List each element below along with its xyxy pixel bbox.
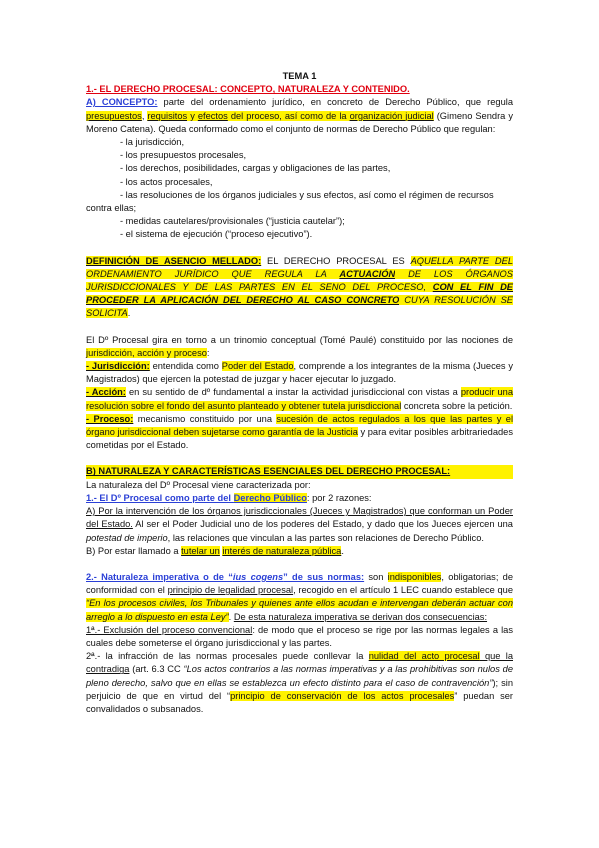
concepto-list-item: - la jurisdicción,: [120, 137, 185, 148]
definicion-paragraph: DEFINICIÓN DE ASENCIO MELLADO: EL DERECHO PROCESAL ES AQUELLA PARTE DEL ORDENAMIENTO JURÍDICO QUE REGULA LA ACTUACIÓN DE LOS ÓRGANOS JURISDICCIONALES Y DE LAS PARTES EN EL SENO DEL PROCESO, CON EL FIN DE PROCEDER LA APLICACIÓN DEL DERECHO AL CASO CONCRETO CUYA RESOLUCIÓN SE SOLICITA.: [86, 255, 514, 319]
concepto-list-item: - los actos procesales,: [120, 176, 213, 187]
razon-a-paragraph: A) Por la intervención de los órganos jurisdiccionales (Jueces y Magistrados) que conforman un Poder del Estado. Al ser el Poder Judicial uno de los poderes del Estado, y dado que los Jueces ejercen una potestad de imperio, las relaciones que vinculan a las partes son relaciones de Derecho Público.: [86, 506, 513, 543]
concepto-list-item: - los presupuestos procesales,: [120, 150, 247, 161]
imperativa-paragraph: 2.- Naturaleza imperativa o de “ius cogens” de sus normas: son indisponibles, obligatorias; de conformidad con el principio de legalidad procesal, recogido en el artículo 1 LEC cuando establece que “En los procesos civiles, los Tribunales y quienes ante ellos acudan e intervengan deberán actuar con arreglo a lo dispuesto en esta Ley”. De esta naturaleza imperativa se derivan dos consecuencias:: [86, 571, 514, 622]
razon-b-paragraph: B) Por estar llamado a tutelar un interés de naturaleza pública.: [86, 545, 344, 556]
naturaleza-intro: La naturaleza del Dº Procesal viene caracterizada por:: [86, 479, 311, 490]
proceso-label: - Proceso:: [86, 413, 134, 424]
section-heading-1: 1.- EL DERECHO PROCESAL: CONCEPTO, NATURALEZA Y CONTENIDO.: [86, 84, 410, 95]
trinomio-paragraph: El Dº Procesal gira en torno a un trinomio conceptual (Tomé Paulé) constituido por las nociones de jurisdicción, acción y proceso:: [86, 334, 513, 358]
concepto-list-item: - las resoluciones de los órganos judiciales y sus efectos, así como el régimen de recursos contra ellas;: [86, 189, 494, 214]
concepto-paragraph: A) CONCEPTO: parte del ordenamiento jurídico, en concreto de Derecho Público, que regula presupuestos, requisitos y efectos del proceso, así como de la organización judicial (Gimeno Sendra y Moreno Catena). Queda conformado como el conjunto de normas de Derecho Público que regulan:: [86, 97, 513, 134]
proceso-paragraph: - Proceso: mecanismo constituido por una sucesión de actos regulados a los que las partes y el órgano jurisdiccional deben sujetarse como garantía de la Justicia y para evitar posibles arbitrariedades cometidas por el Estado.: [86, 413, 514, 451]
concepto-label: A) CONCEPTO:: [86, 97, 158, 108]
document-title: TEMA 1: [282, 71, 317, 81]
consecuencia-1: 1ª.- Exclusión del proceso convencional: de modo que el proceso se rige por las normas legales a las cuales debe someterse el órgano jurisdiccional y las partes.: [86, 624, 513, 648]
publico-paragraph: 1.- El Dº Procesal como parte del Derecho Público: por 2 razones:: [86, 492, 372, 503]
jurisdiccion-paragraph: - Jurisdicción: entendida como Poder del Estado, comprende a los integrantes de la misma (Jueces y Magistrados) que ejercen la potestad de juzgar y hacer ejecutar lo juzgado.: [86, 361, 514, 385]
section-heading-b: B) NATURALEZA Y CARACTERÍSTICAS ESENCIALES DEL DERECHO PROCESAL:: [86, 465, 513, 478]
definicion-label: DEFINICIÓN DE ASENCIO MELLADO:: [86, 255, 262, 266]
jurisdiccion-label: - Jurisdicción:: [86, 361, 150, 372]
accion-label: - Acción:: [86, 387, 126, 398]
concepto-list-item: - medidas cautelares/provisionales (“justicia cautelar”);: [120, 216, 345, 227]
consecuencia-2: 2ª.- la infracción de las normas procesales puede conllevar la nulidad del acto procesal que la contradiga (art. 6.3 CC “Los actos contrarios a las normas imperativas y a las prohibitivas son nulos de pleno derecho, salvo que en ellas se establezca un efecto distinto para el caso de contravención”); sin perjuicio de que en virtud del “principio de conservación de los actos procesales” puedan ser convalidados o subsanados.: [86, 651, 513, 714]
concepto-list-item: - el sistema de ejecución (“proceso ejecutivo”).: [120, 229, 313, 240]
accion-paragraph: - Acción: en su sentido de dº fundamental a instar la actividad jurisdiccional con vistas a producir una resolución sobre el fondo del asunto planteado y obtener tutela jurisdiccional concreta sobre la petición.: [86, 387, 513, 411]
concepto-list-item: - los derechos, posibilidades, cargas y obligaciones de las partes,: [120, 163, 391, 174]
